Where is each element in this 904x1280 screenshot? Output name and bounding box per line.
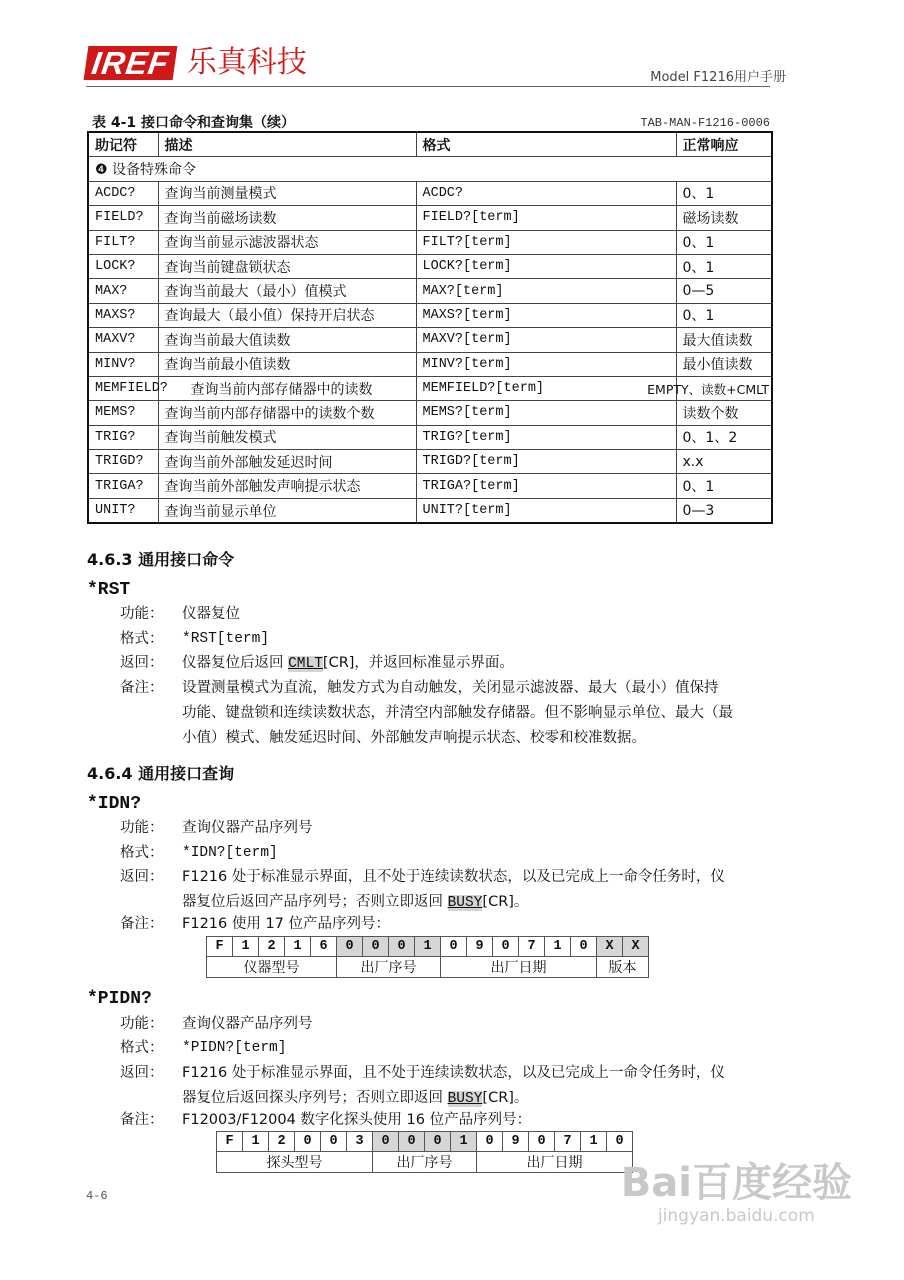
response-cell: 0、1: [676, 303, 772, 327]
table-section-row: [88, 157, 772, 181]
serial-char: 0: [389, 937, 415, 957]
serial-group-row: [207, 957, 649, 978]
format-cell: LOCK?[term]: [416, 254, 676, 278]
serial-char: 1: [285, 937, 311, 957]
format-cell: MAX?[term]: [416, 279, 676, 303]
return-text: 器复位后返回探头序列号；否则立即返回: [182, 1090, 448, 1106]
label: 返回：: [120, 1065, 164, 1081]
description-cell: 查询当前内部存储器中的读数: [158, 376, 416, 400]
description-cell: 查询当前键盘锁状态: [158, 254, 416, 278]
mnemonic-cell: FILT?: [88, 230, 158, 254]
response-cell: 0—3: [676, 498, 772, 523]
mnemonic-cell: MEMS?: [88, 401, 158, 425]
table-row: [88, 181, 772, 205]
label: 返回：: [120, 869, 164, 885]
serial-char: 0: [607, 1132, 633, 1152]
format-cell: UNIT?[term]: [416, 498, 676, 523]
response-cell: EMPTY、读数+CMLT: [676, 376, 772, 400]
company-name: 乐真科技: [186, 45, 307, 80]
serial-group-label: 出厂序号: [337, 957, 441, 978]
section-heading-4-6-4: 4.6.4 通用接口查询: [87, 764, 235, 783]
table-row: [88, 450, 772, 474]
format-cell: TRIGA?[term]: [416, 474, 676, 498]
serial-char: F: [217, 1132, 243, 1152]
description-cell: 查询当前显示滤波器状态: [158, 230, 416, 254]
format-cell: MAXV?[term]: [416, 328, 676, 352]
serial-group-label: 仪器型号: [207, 957, 337, 978]
idn-serial-table: [206, 936, 649, 978]
serial-char: 0: [373, 1132, 399, 1152]
pidn-function: [120, 1012, 780, 1037]
logo-mark: IREF: [84, 46, 178, 80]
note-line: 小值）模式、触发延迟时间、外部触发声响提示状态、校零和校准数据。: [182, 730, 646, 746]
col-header-format: 格式: [416, 132, 676, 157]
return-code: BUSY: [447, 1091, 483, 1107]
return-text-tail: [CR]，并返回标准显示界面。: [322, 655, 514, 671]
serial-group-label: 出厂序号: [373, 1152, 477, 1173]
mnemonic-cell: MEMFIELD?: [88, 376, 158, 400]
table-row: [88, 352, 772, 376]
rst-format: [120, 627, 780, 652]
watermark-main: Bai百度经验: [620, 1160, 852, 1206]
note-line: 功能、键盘锁和连续读数状态，并清空内部触发存储器。但不影响显示单位、最大（最: [182, 705, 733, 721]
value: *IDN?[term]: [182, 845, 278, 861]
description-cell: 查询当前磁场读数: [158, 206, 416, 230]
value: 查询仪器产品序列号: [182, 820, 313, 836]
watermark: [621, 1160, 852, 1226]
serial-char: 1: [581, 1132, 607, 1152]
col-header-response: 正常响应: [676, 132, 772, 157]
format-cell: MINV?[term]: [416, 352, 676, 376]
table-row: [88, 425, 772, 449]
rst-return: [120, 651, 780, 677]
table-row: [88, 328, 772, 352]
serial-char: 7: [519, 937, 545, 957]
col-header-mnemonic: 助记符: [88, 132, 158, 157]
serial-char: 9: [503, 1132, 529, 1152]
serial-char: 6: [311, 937, 337, 957]
response-cell: 读数个数: [676, 401, 772, 425]
format-cell: MEMS?[term]: [416, 401, 676, 425]
serial-char: 0: [425, 1132, 451, 1152]
return-text: 器复位后返回产品序列号；否则立即返回: [182, 894, 448, 910]
serial-char: F: [207, 937, 233, 957]
pidn-note: [120, 1108, 780, 1133]
table-row: [88, 474, 772, 498]
table-header-row: [88, 132, 772, 157]
mnemonic-cell: MAXS?: [88, 303, 158, 327]
table-row: [88, 254, 772, 278]
mnemonic-cell: MAX?: [88, 279, 158, 303]
serial-group-label: 探头型号: [217, 1152, 373, 1173]
response-cell: 磁场读数: [676, 206, 772, 230]
description-cell: 查询最大（最小值）保持开启状态: [158, 303, 416, 327]
serial-char: 7: [555, 1132, 581, 1152]
return-code: BUSY: [447, 895, 483, 911]
mnemonic-cell: FIELD?: [88, 206, 158, 230]
mnemonic-cell: TRIG?: [88, 425, 158, 449]
rst-note: [120, 676, 780, 751]
value: 仪器复位: [182, 606, 240, 622]
table-row: [88, 401, 772, 425]
mnemonic-cell: LOCK?: [88, 254, 158, 278]
command-name-idn: *IDN?: [87, 794, 142, 814]
manual-title: Model F1216用户手册: [650, 70, 786, 85]
label: 功能：: [120, 820, 164, 836]
header-divider: [86, 86, 770, 87]
command-name-pidn: *PIDN?: [87, 989, 152, 1009]
description-cell: 查询当前外部触发声响提示状态: [158, 474, 416, 498]
label: 格式：: [120, 845, 164, 861]
response-cell: 0、1: [676, 181, 772, 205]
value: F1216 使用 17 位产品序列号：: [182, 916, 391, 932]
return-line: F1216 处于标准显示界面，且不处于连续读数状态，以及已完成上一命令任务时，仪: [182, 869, 725, 885]
value: *RST[term]: [182, 631, 270, 647]
col-header-description: 描述: [158, 132, 416, 157]
return-text-tail: [CR]。: [482, 894, 529, 910]
table-caption: 表 4-1 接口命令和查询集（续）: [92, 115, 296, 131]
description-cell: 查询当前最大值读数: [158, 328, 416, 352]
idn-format: [120, 841, 780, 866]
mnemonic-cell: ACDC?: [88, 181, 158, 205]
section-title: ❹ 设备特殊命令: [88, 157, 772, 181]
serial-char-row: [217, 1132, 633, 1152]
serial-char: 0: [321, 1132, 347, 1152]
command-table: [87, 131, 773, 524]
serial-char: 0: [399, 1132, 425, 1152]
idn-return: [120, 865, 780, 916]
serial-char: 0: [441, 937, 467, 957]
table-row: [88, 206, 772, 230]
response-cell: 最小值读数: [676, 352, 772, 376]
serial-char: 1: [243, 1132, 269, 1152]
pidn-return: [120, 1061, 780, 1112]
return-text-tail: [CR]。: [482, 1090, 529, 1106]
serial-char: 2: [269, 1132, 295, 1152]
table-row: [88, 279, 772, 303]
response-cell: 0、1、2: [676, 425, 772, 449]
serial-char: 0: [529, 1132, 555, 1152]
command-name-rst: *RST: [87, 580, 131, 600]
response-cell: 最大值读数: [676, 328, 772, 352]
serial-char: 0: [493, 937, 519, 957]
table-row: [88, 303, 772, 327]
mnemonic-cell: TRIGA?: [88, 474, 158, 498]
serial-group-label: 出厂日期: [477, 1152, 633, 1173]
mnemonic-cell: MINV?: [88, 352, 158, 376]
serial-char: X: [623, 937, 649, 957]
label: 备注：: [120, 916, 164, 932]
description-cell: 查询当前最大（最小）值模式: [158, 279, 416, 303]
page-number: 4-6: [86, 1189, 108, 1203]
format-cell: MAXS?[term]: [416, 303, 676, 327]
serial-char: X: [597, 937, 623, 957]
serial-char: 1: [545, 937, 571, 957]
format-cell: TRIGD?[term]: [416, 450, 676, 474]
mnemonic-cell: TRIGD?: [88, 450, 158, 474]
table-doc-id: TAB-MAN-F1216-0006: [640, 116, 770, 130]
serial-char: 2: [259, 937, 285, 957]
pidn-serial-table: [216, 1131, 633, 1173]
response-cell: 0、1: [676, 230, 772, 254]
pidn-format: [120, 1036, 780, 1061]
format-cell: TRIG?[term]: [416, 425, 676, 449]
serial-char: 3: [347, 1132, 373, 1152]
format-cell: FILT?[term]: [416, 230, 676, 254]
return-text: 仪器复位后返回: [182, 655, 289, 671]
serial-group-label: 版本: [597, 957, 649, 978]
table-row: [88, 230, 772, 254]
description-cell: 查询当前最小值读数: [158, 352, 416, 376]
format-cell: MEMFIELD?[term]: [416, 376, 676, 400]
label: 备注：: [120, 680, 164, 696]
serial-group-row: [217, 1152, 633, 1173]
response-cell: 0、1: [676, 474, 772, 498]
serial-char: 1: [233, 937, 259, 957]
value: 查询仪器产品序列号: [182, 1016, 313, 1032]
mnemonic-cell: MAXV?: [88, 328, 158, 352]
description-cell: 查询当前内部存储器中的读数个数: [158, 401, 416, 425]
label: 功能：: [120, 1016, 164, 1032]
description-cell: 查询当前外部触发延迟时间: [158, 450, 416, 474]
description-cell: 查询当前显示单位: [158, 498, 416, 523]
label: 备注：: [120, 1112, 164, 1128]
mnemonic-cell: UNIT?: [88, 498, 158, 523]
serial-char: 9: [467, 937, 493, 957]
idn-function: [120, 816, 780, 841]
serial-group-label: 出厂日期: [441, 957, 597, 978]
serial-char: 0: [337, 937, 363, 957]
label: 功能：: [120, 606, 164, 622]
serial-char-row: [207, 937, 649, 957]
serial-char: 1: [415, 937, 441, 957]
label: 返回：: [120, 655, 164, 671]
table-row: [88, 498, 772, 523]
value: F12003/F12004 数字化探头使用 16 位产品序列号：: [182, 1112, 532, 1128]
watermark-sub: jingyan.baidu.com: [657, 1206, 815, 1226]
format-cell: FIELD?[term]: [416, 206, 676, 230]
table-row: [88, 376, 772, 400]
serial-char: 1: [451, 1132, 477, 1152]
label: 格式：: [120, 1040, 164, 1056]
idn-note: [120, 912, 780, 937]
return-code: CMLT: [288, 656, 323, 672]
serial-char: 0: [477, 1132, 503, 1152]
serial-char: 0: [363, 937, 389, 957]
description-cell: 查询当前触发模式: [158, 425, 416, 449]
serial-char: 0: [295, 1132, 321, 1152]
return-line: F1216 处于标准显示界面，且不处于连续读数状态，以及已完成上一命令任务时，仪: [182, 1065, 725, 1081]
serial-char: 0: [571, 937, 597, 957]
description-cell: 查询当前测量模式: [158, 181, 416, 205]
response-cell: 0、1: [676, 254, 772, 278]
format-cell: ACDC?: [416, 181, 676, 205]
response-cell: 0—5: [676, 279, 772, 303]
value: *PIDN?[term]: [182, 1040, 287, 1056]
rst-function: [120, 602, 780, 627]
logo: [86, 46, 307, 80]
label: 格式：: [120, 631, 164, 647]
response-cell: x.x: [676, 450, 772, 474]
section-heading-4-6-3: 4.6.3 通用接口命令: [87, 550, 235, 569]
note-line: 设置测量模式为直流，触发方式为自动触发，关闭显示滤波器、最大（最小）值保持: [182, 680, 719, 696]
